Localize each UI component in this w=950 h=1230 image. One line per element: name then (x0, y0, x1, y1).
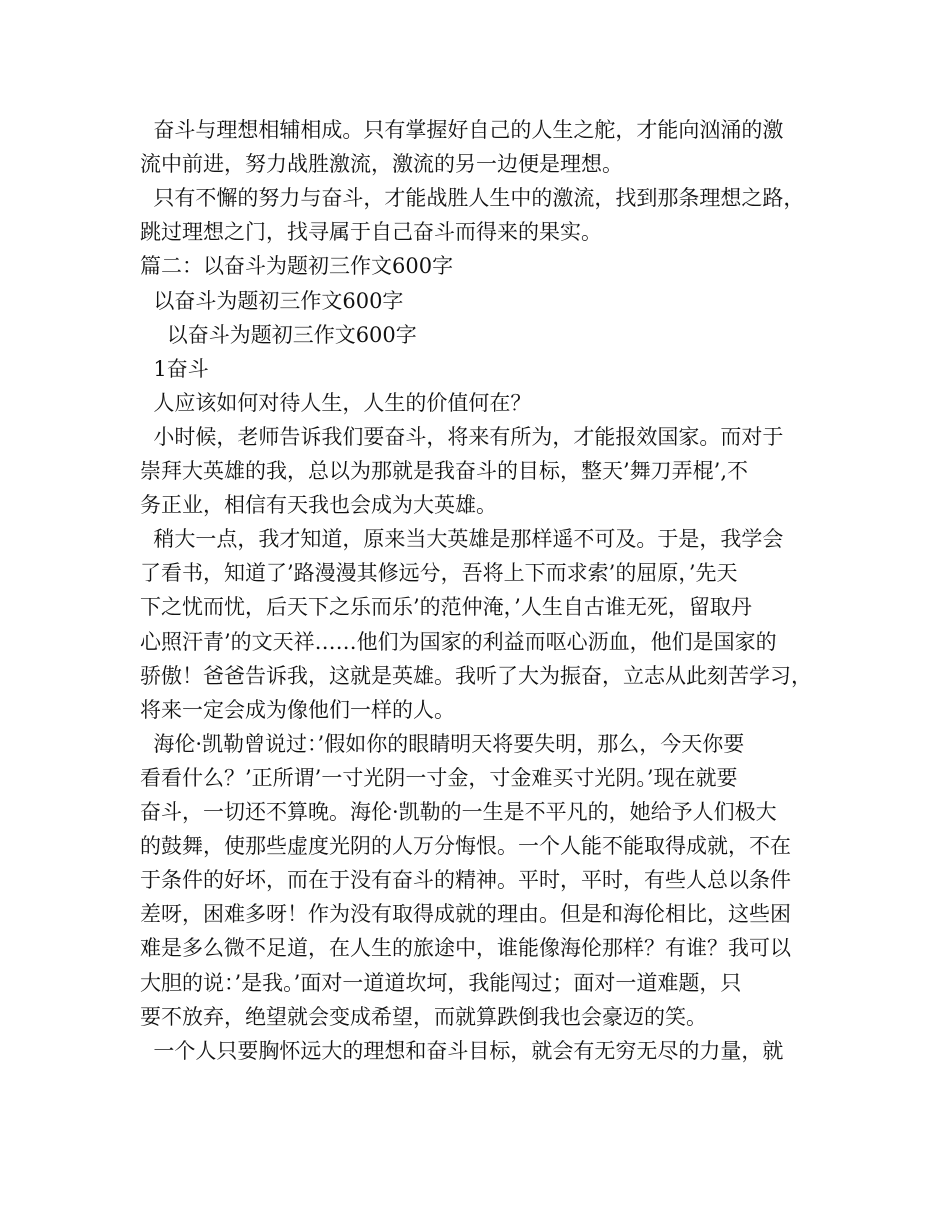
text-line: 将来一定会成为像他们一样的人。 (140, 697, 455, 722)
text-line: 要不放弃，绝望就会变成希望，而就算跌倒我也会豪迈的笑。 (140, 1004, 707, 1029)
text-line: 小时候，老师告诉我们要奋斗，将来有所为，才能报效国家。而对于 (140, 424, 784, 449)
text-line: 了看书，知道了’路漫漫其修远兮，吾将上下而求索’的屈原，’先天 (140, 561, 738, 586)
text-line: 看看什么？’正所谓’一寸光阴一寸金，寸金难买寸光阴。’现在就要 (140, 765, 738, 790)
text-line: 于条件的好坏，而在于没有奋斗的精神。平时，平时，有些人总以条件 (140, 868, 791, 893)
article-subtitle: 以奋斗为题初三作文600字 (140, 322, 417, 347)
section-heading: 篇二：以奋斗为题初三作文600字 (140, 254, 454, 279)
text-line: 奋斗与理想相辅相成。只有掌握好自己的人生之舵，才能向汹涌的激 (140, 118, 784, 142)
text-line: 大胆的说：’是我。’面对一道道坎坷，我能闯过；面对一道难题，只 (140, 970, 742, 995)
text-line: 差呀，困难多呀！作为没有取得成就的理由。但是和海伦相比，这些困 (140, 902, 791, 927)
text-line: 奋斗，一切还不算晚。海伦·凯勒的一生是不平凡的，她给予人们极大 (140, 800, 777, 824)
text-line: 难是多么微不足道，在人生的旅途中，谁能像海伦那样？有谁？我可以 (140, 936, 791, 961)
text-line: 人应该如何对待人生，人生的价值何在？ (140, 390, 532, 415)
text-line: 跳过理想之门，找寻属于自己奋斗而得来的果实。 (140, 220, 602, 245)
text-line: 崇拜大英雄的我，总以为那就是我奋斗的目标，整天’舞刀弄棍’,不 (140, 459, 749, 483)
text-line: 下之忧而忧，后天下之乐而乐’的范仲淹，’人生自古谁无死，留取丹 (140, 595, 752, 620)
text-line: 流中前进，努力战胜激流，激流的另一边便是理想。 (140, 152, 623, 177)
text-line: 务正业，相信有天我也会成为大英雄。 (140, 493, 497, 518)
text-line: 心照汗青’的文天祥……他们为国家的利益而呕心沥血，他们是国家的 (140, 629, 777, 654)
text-line: 海伦·凯勒曾说过：’假如你的眼睛明天将要失明，那么，今天你要 (140, 731, 745, 756)
text-line: 骄傲！爸爸告诉我，这就是英雄。我听了大为振奋，立志从此刻苦学习， (140, 663, 812, 688)
text-line: 稍大一点，我才知道，原来当大英雄是那样遥不可及。于是，我学会 (140, 527, 784, 552)
text-line: 一个人只要胸怀远大的理想和奋斗目标，就会有无穷无尽的力量，就 (140, 1038, 784, 1063)
text-line: 的鼓舞，使那些虚度光阴的人万分悔恨。一个人能不能取得成就，不在 (140, 834, 791, 859)
text-line: 只有不懈的努力与奋斗，才能战胜人生中的激流，找到那条理想之路， (140, 186, 805, 211)
article-title: 以奋斗为题初三作文600字 (140, 288, 404, 313)
section-label: 1奋斗 (140, 356, 209, 381)
